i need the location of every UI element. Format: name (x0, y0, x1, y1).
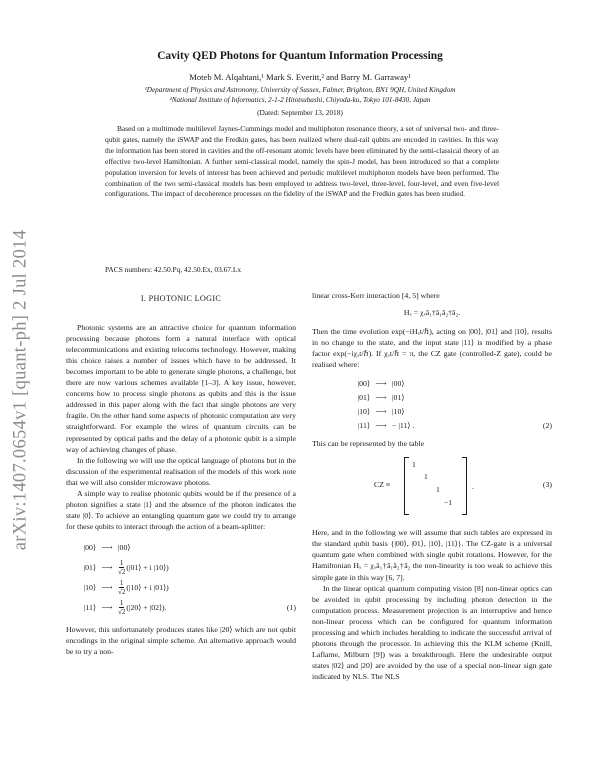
hamiltonian-equation: Hₓ = χₓâ₁†â₁â₂†â₂. (403, 308, 461, 318)
paragraph: Then the time evolution exp(−iHₓt/ℏ), acting on |00⟩, |01⟩ and |10⟩, results in no change to the state, and the input state |11⟩ is modified by a phase factor exp(−iχₓt/ℏ). If χₓt/ℏ = π, the CZ gate (controlled-Z gate), could be realised where: (312, 327, 552, 370)
eq-rhs: |00⟩ (392, 378, 405, 388)
fraction-denominator: √2 (118, 588, 126, 597)
matrix-label: CZ ≡ (374, 480, 391, 490)
eq-lhs: |00⟩ (83, 543, 96, 553)
fraction (118, 599, 125, 616)
matrix-entry: −1 (444, 498, 453, 508)
fraction-denominator: √2 (118, 608, 126, 617)
arxiv-stamp-text: arXiv:1407.0654v1 [quant-ph] 2 Jul 2014 (10, 229, 31, 551)
fraction-numerator: 1 (119, 579, 124, 588)
date-line: (Dated: September 13, 2018) (257, 108, 343, 117)
paragraph: This can be represented by the table (312, 439, 425, 449)
equation-1 (66, 538, 296, 618)
fraction-denominator: √2 (118, 568, 126, 577)
eq-rhs: − |11⟩ . (392, 420, 415, 430)
eq-rhs: (|01⟩ + i |10⟩) (126, 563, 169, 573)
equation-row (66, 558, 296, 578)
paragraph: Photonic systems are an attractive choice for quantum information processing because photons form a natural interface with optical telecommunications and existing telecoms technology. However, making this choice raises a number of issues which have to be addressed. It becomes important to be able to generate single photons, a challenge, but there are now various schemes available [1–3]. A key issue, however, concerns how to process single photons as qubits and this is the issue addressed in this paper along with the fact that single photons are very fragile. On the other hand some aspects of photonic computation are very straightforward. For example the wires of quantum circuits can be represented by optical paths and the delay of a photonic qubit is a simple way of achieving changes of phase. (66, 323, 296, 454)
arxiv-stamp (6, 150, 36, 630)
eq-arrow: ⟶ (375, 392, 387, 402)
eq-rhs: (|10⟩ + i |01⟩) (126, 583, 169, 593)
eq-lhs: |11⟩ (357, 420, 370, 430)
matrix-entry: 1 (412, 460, 416, 470)
eq-arrow: ⟶ (375, 406, 387, 416)
eq-arrow: ⟶ (101, 583, 113, 593)
right-column (312, 290, 552, 682)
right-bracket (462, 457, 467, 515)
eq-arrow: ⟶ (101, 543, 113, 553)
matrix-entry: 1 (436, 485, 440, 495)
paragraph: A simple way to realise photonic qubits would be if the presence of a photon signifies a state |1⟩ and the absence of the photon indicates the state |0⟩. To achieve an entangling quantum gate we could try to arrange for these qubits to interact through the action of a beam-splitter: (66, 488, 296, 531)
eq-lhs: |11⟩ (83, 603, 96, 613)
fraction (118, 559, 125, 576)
eq-rhs: |01⟩ (392, 392, 405, 402)
equation-row (66, 598, 296, 618)
eq-arrow: ⟶ (375, 378, 387, 388)
eq-lhs: |01⟩ (357, 392, 370, 402)
equation-row (312, 404, 552, 418)
eq-rhs: |00⟩ (118, 543, 131, 553)
eq-arrow: ⟶ (101, 603, 113, 613)
eq-lhs: |10⟩ (357, 406, 370, 416)
equation-row (66, 538, 296, 558)
eq-rhs: |10⟩ (392, 406, 405, 416)
left-bracket (404, 457, 409, 515)
matrix-entry: 1 (424, 472, 428, 482)
eq-lhs: |00⟩ (357, 378, 370, 388)
fraction-numerator: 1 (119, 559, 124, 568)
author-list: Moteb M. Alqahtani,¹ Mark S. Everitt,² and Barry M. Garraway¹ (189, 72, 411, 82)
equation-row (66, 578, 296, 598)
pacs-numbers: PACS numbers: 42.50.Pq, 42.50.Ex, 03.67.Lx (105, 265, 242, 274)
equation-number: (1) (286, 603, 296, 613)
left-column (66, 290, 296, 657)
eq-lhs: |01⟩ (83, 563, 96, 573)
paragraph: Here, and in the following we will assume that such tables are expressed in the standard qubit basis {|00⟩, |01⟩, |10⟩, |11⟩}. The CZ-gate is a universal quantum gate when combined with single qubit rotations. However, for the Hamiltonian Hₓ = χₓâ₁†â₁â₂†â₂ the non-linearity is too weak to achieve this simple gate in this way [6, 7]. (312, 528, 552, 582)
paragraph: In the linear optical quantum computing vision [8] non-linear optics can be avoided in qubit processing by including photon detection in the computation process. Measurement projection is an interruptive and hence non-linear process which can be configured for quantum information processing and which includes heralding to indicate the successful arrival of photons through the processor. In achieving this the KLM scheme (Knill, Laflame, Milburn [9]) was a breakthrough. Here the undesirable output states |02⟩ and |20⟩ are avoided by the use of a special non-linear sign gate indicated by NLS. The NLS (312, 583, 552, 681)
abstract: Based on a multimode multilevel Jaynes-Cummings model and multiphoton resonance theory, a set of universal two- and three-qubit gates, namely the iSWAP and the Fredkin gates, has been realized where dual-rail qubits are encoded in cavities. In this way the information has been stored in cavities and the off-resonant atomic levels have been eliminated by the semi-classical theory of an effective two-level Hamiltonian. A further semi-classical model, namely the spin-J model, has been introduced so that a complete population inversion for levels of interest has been achieved and periodic multilevel multiphoton models have been performed. The combination of the two semi-classical models has been employed to address two-level, three-level, four-level, and even five-level configurations. The impact of decoherence processes on the fidelity of the iSWAP and the Fredkin gates has been studied. (105, 124, 499, 199)
eq-rhs: (|20⟩ + |02⟩). (126, 603, 167, 613)
affiliation-1: ¹Department of Physics and Astronomy, University of Sussex, Falmer, Brighton, BN1 9QH, United Kingdom (144, 86, 456, 94)
equation-row (312, 376, 552, 390)
fraction-numerator: 1 (119, 599, 124, 608)
matrix-trail: . (472, 482, 474, 492)
equation-2 (312, 376, 552, 432)
paragraph: However, this unfortunately produces states like |20⟩ which are not qubit encodings in the original simple scheme. An alternative approach would be to try a non- (66, 624, 296, 657)
eq-lhs: |10⟩ (83, 583, 96, 593)
equation-row (312, 390, 552, 404)
paper-title: Cavity QED Photons for Quantum Information Processing (157, 50, 443, 62)
paragraph: linear cross-Kerr interaction [4, 5] where (312, 291, 440, 300)
paragraph: In the following we will use the optical language of photons but in the discussion of the experimental realisation of the models of this work note that we will also consider microwave photons. (66, 455, 296, 487)
affiliation-2: ²National Institute of Informatics, 2-1-2 Hitotsubashi, Chiyoda-ku, Tokyo 101-8430, Japan (169, 96, 431, 104)
equation-number: (3) (542, 480, 552, 490)
eq-arrow: ⟶ (101, 563, 113, 573)
equation-row (312, 418, 552, 432)
section-heading: I. PHOTONIC LOGIC (140, 294, 222, 303)
equation-3 (312, 455, 552, 517)
equation-number: (2) (542, 420, 552, 430)
fraction (118, 579, 125, 596)
eq-arrow: ⟶ (375, 420, 387, 430)
